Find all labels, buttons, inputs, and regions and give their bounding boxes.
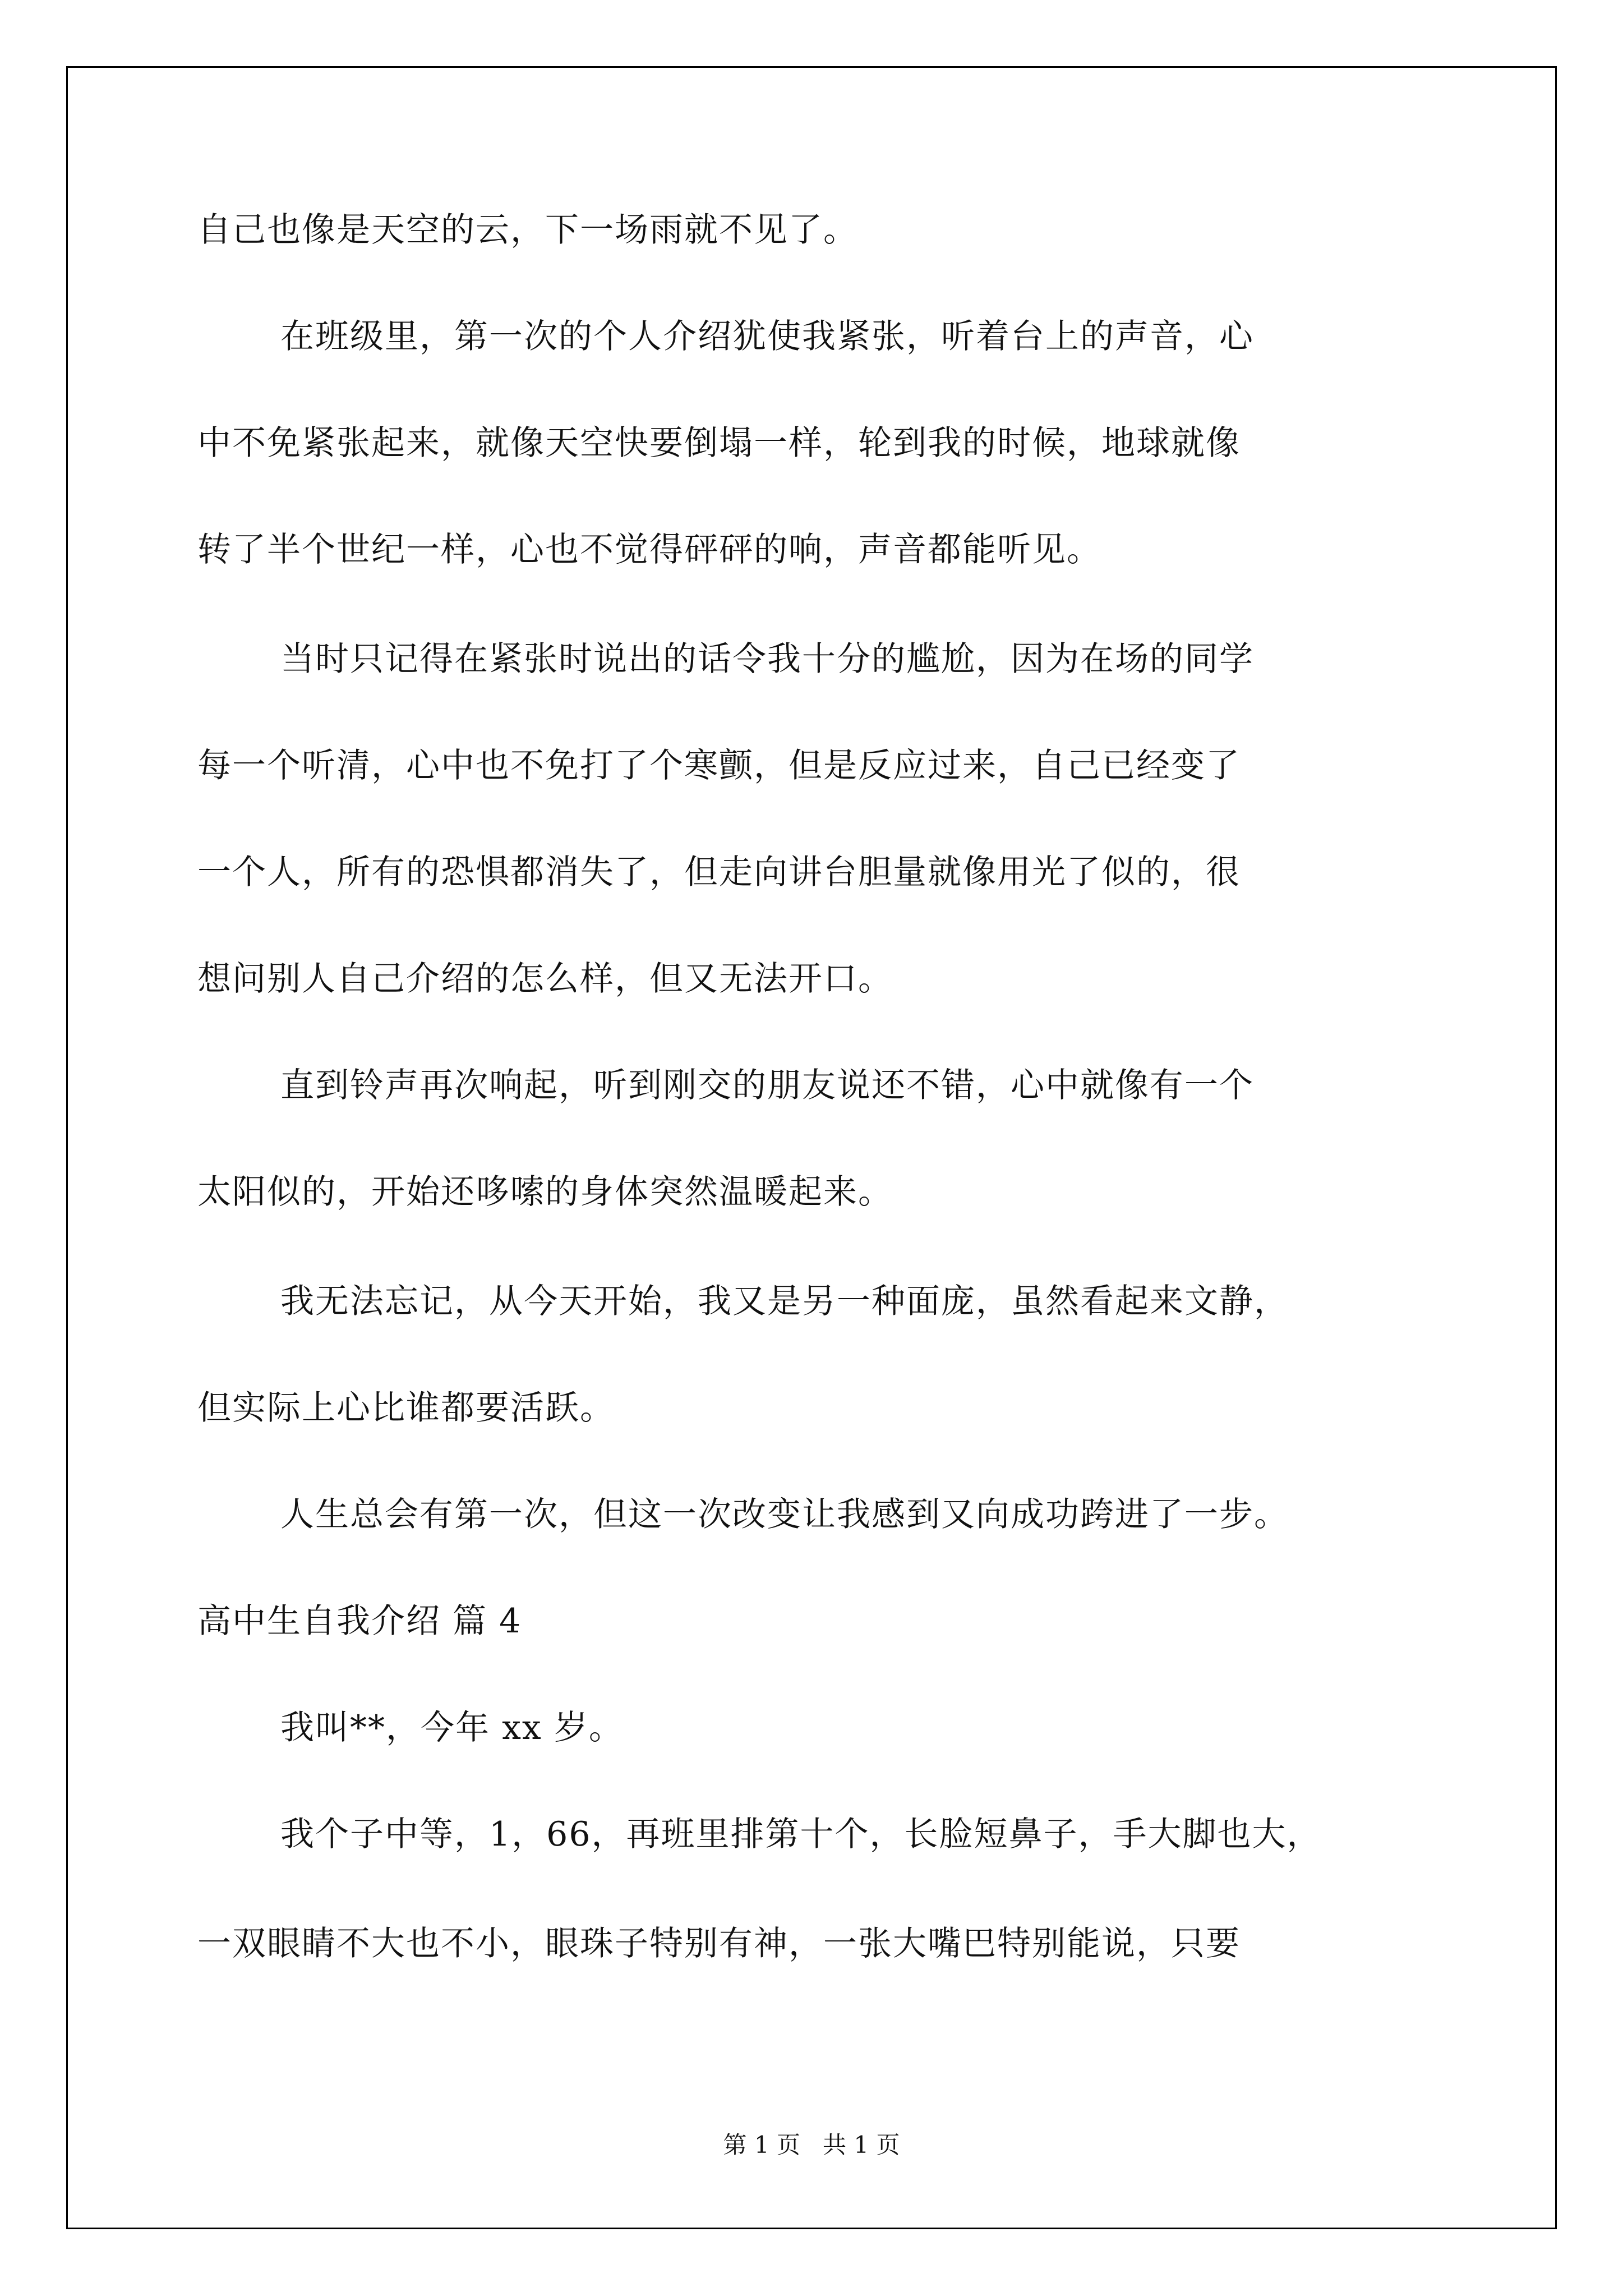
text-line: 中不免紧张起来，就像天空快要倒塌一样，轮到我的时候，地球就像 — [197, 424, 1241, 463]
text-line: 直到铃声再次响起，听到刚交的朋友说还不错，心中就像有一个 — [280, 1066, 1254, 1105]
text-line: 转了半个世纪一样，心也不觉得砰砰的响，声音都能听见。 — [197, 530, 1101, 569]
text-line: 在班级里，第一次的个人介绍犹使我紧张，听着台上的声音，心 — [280, 317, 1254, 356]
text-line: 当时只记得在紧张时说出的话令我十分的尴尬，因为在场的同学 — [280, 639, 1254, 679]
text-line: 想问别人自己介绍的怎么样，但又无法开口。 — [197, 959, 893, 999]
text-line: 每一个听清，心中也不免打了个寒颤，但是反应过来，自己已经变了 — [197, 746, 1241, 785]
text-line: 但实际上心比谁都要活跃。 — [197, 1388, 615, 1428]
text-line: 太阳似的，开始还哆嗦的身体突然温暖起来。 — [197, 1172, 893, 1212]
text-line: 一个人，所有的恐惧都消失了，但走向讲台胆量就像用光了似的，很 — [197, 853, 1241, 892]
text-line: 自己也像是天空的云，下一场雨就不见了。 — [197, 210, 858, 250]
text-line: 我个子中等，1，66，再班里排第十个，长脸短鼻子，手大脚也大， — [280, 1815, 1322, 1854]
text-line: 我无法忘记，从今天开始，我又是另一种面庞，虽然看起来文静， — [280, 1282, 1289, 1321]
text-line: 人生总会有第一次，但这一次改变让我感到又向成功跨进了一步。 — [280, 1495, 1289, 1534]
page-footer: 第 1 页 共 1 页 — [723, 2131, 900, 2159]
section-heading: 高中生自我介绍 篇 4 — [197, 1602, 522, 1641]
text-line: 一双眼睛不大也不小，眼珠子特别有神，一张大嘴巴特别能说，只要 — [197, 1924, 1241, 1963]
page-border — [66, 66, 1557, 2229]
text-line: 我叫**，今年 xx 岁。 — [280, 1708, 624, 1747]
